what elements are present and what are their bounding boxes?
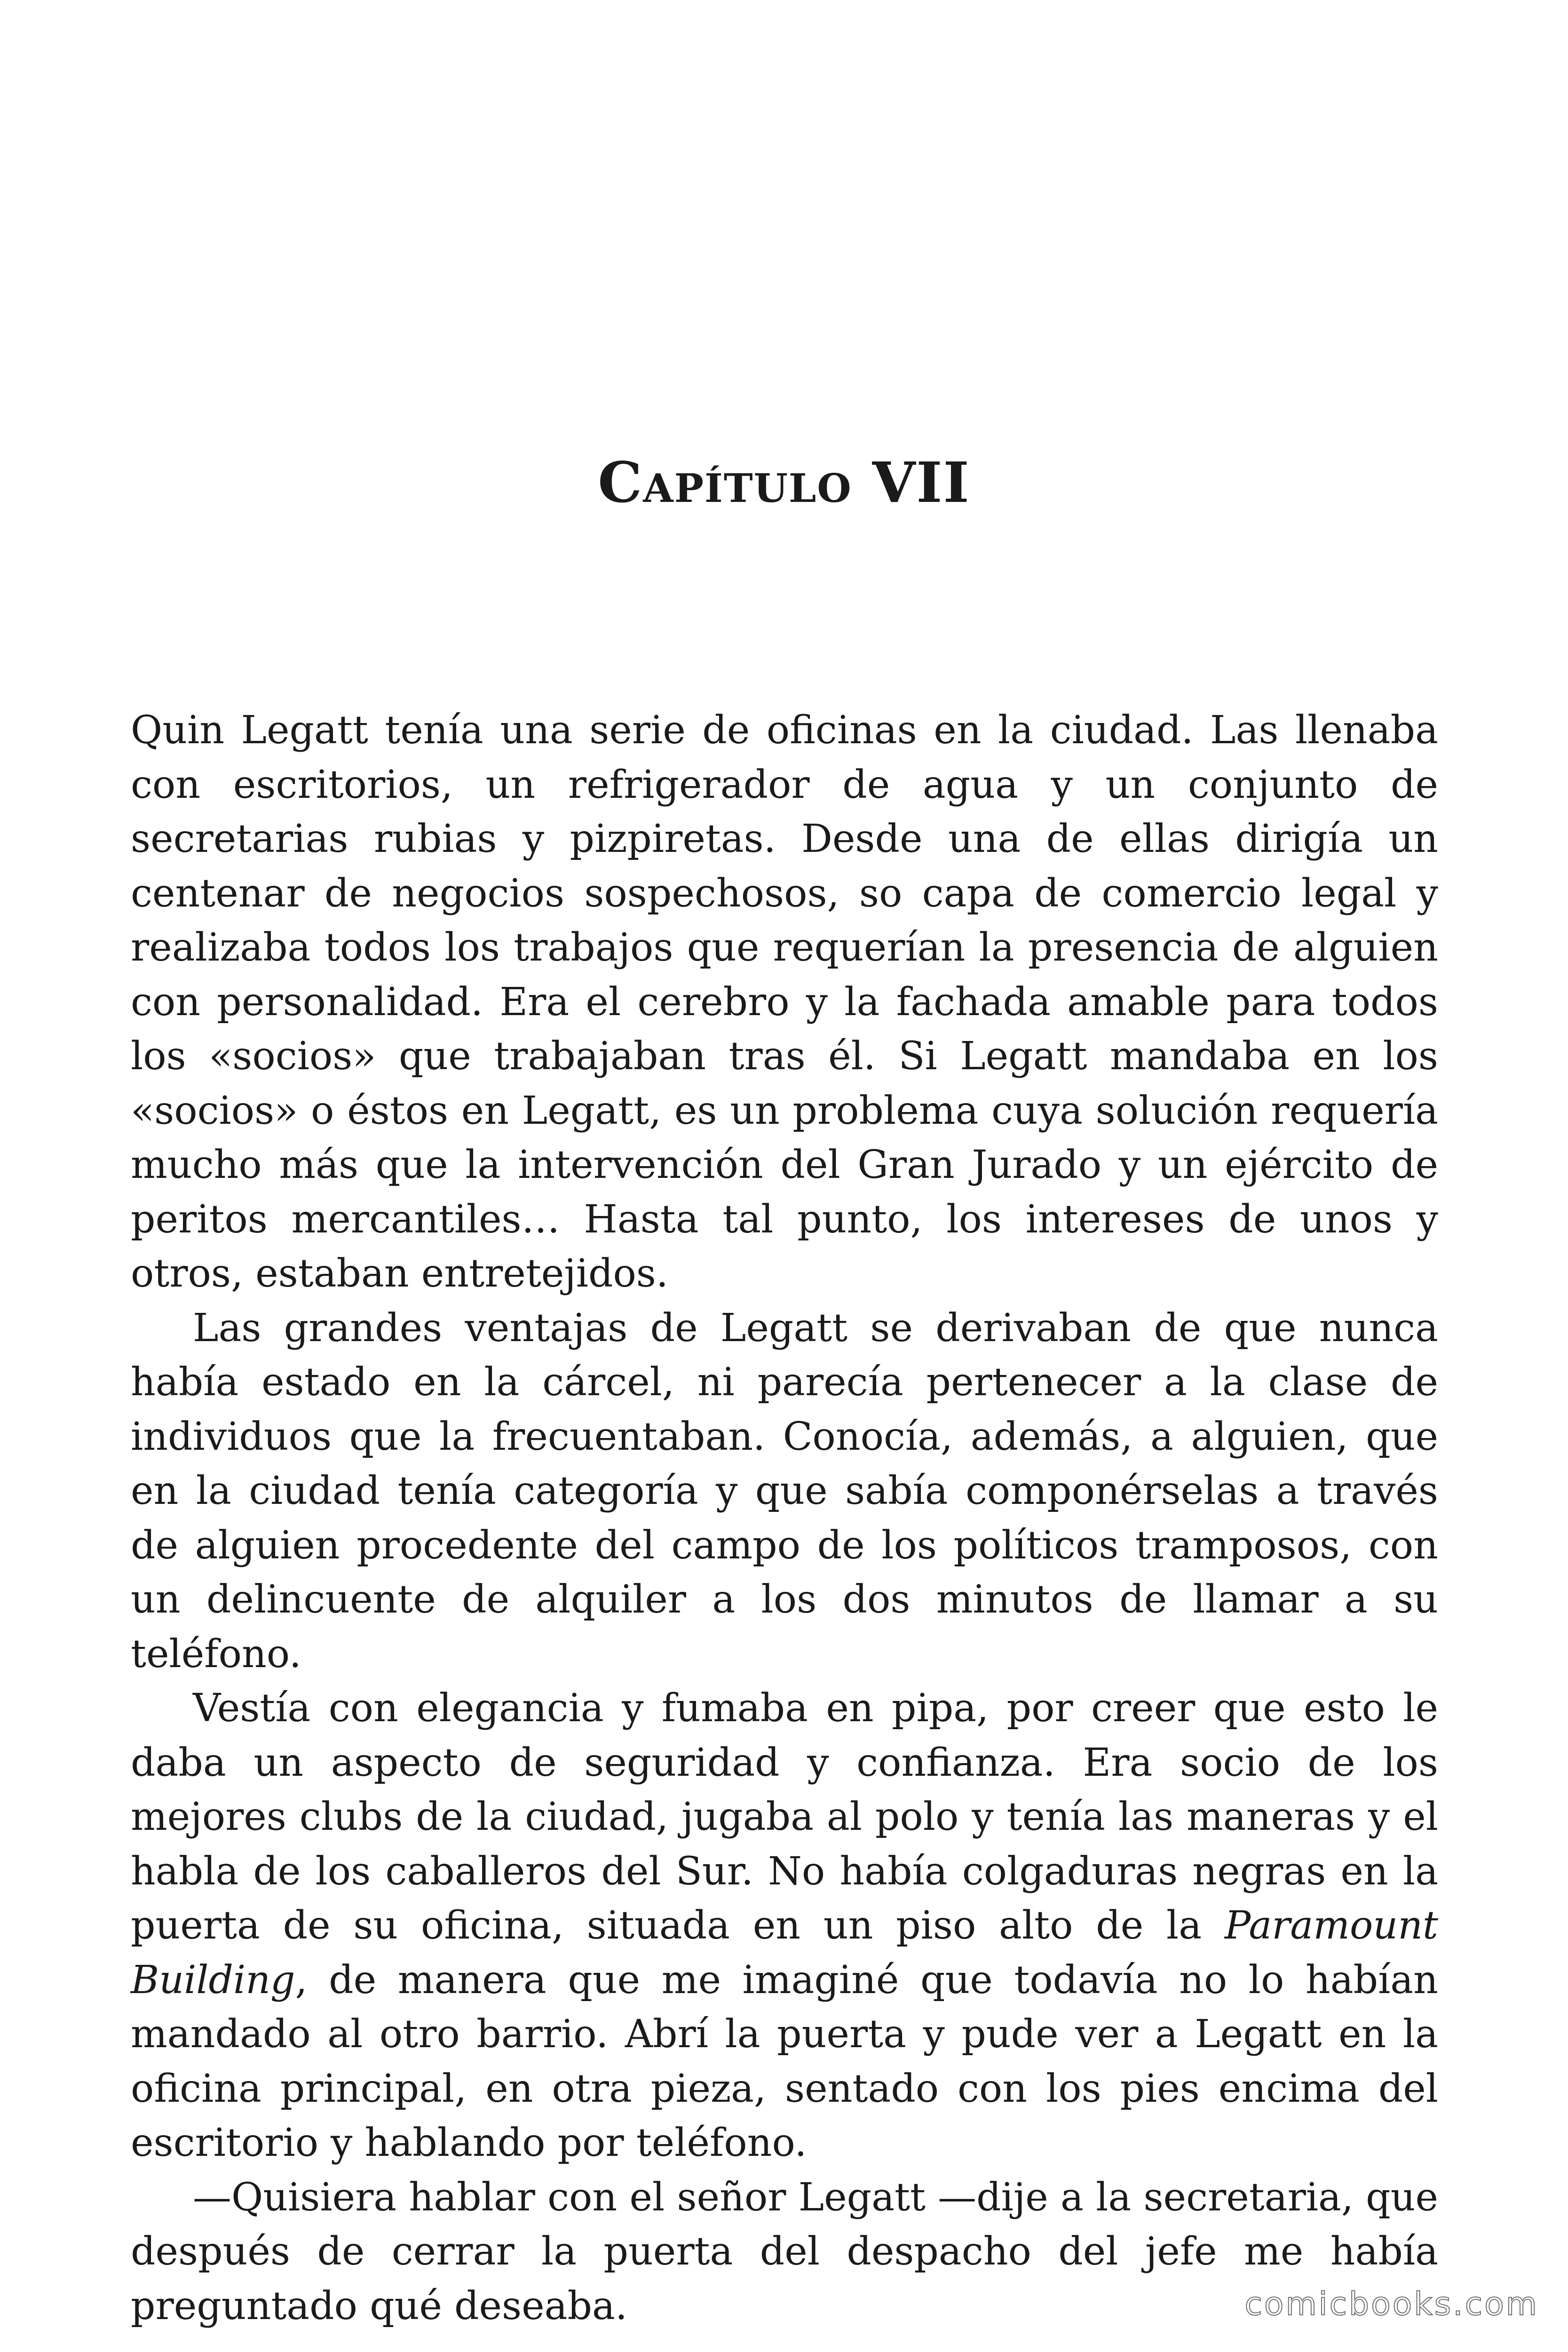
italic-building-name: Paramount Building (131, 1903, 1438, 2002)
paragraph-text: Vestía con elegancia y fumaba en pipa, por creer que esto le daba un aspecto de seguridad y confianza. Era socio de los mejores clubs de la ciudad, jugaba al polo y tenía las maneras y el habla de los caballeros del Sur. No había colgaduras negras en la puerta de su oficina, situada en un piso alto de la (131, 1686, 1438, 1948)
paragraph-text: —Quisiera hablar con el señor Legatt —dije a la secretaria, que después de cerrar la puerta del despacho del jefe me había preguntado qué deseaba. (131, 2175, 1438, 2328)
paragraph-3 (131, 1681, 1438, 2170)
body-text (131, 703, 1438, 2333)
paragraph-4 (131, 2170, 1438, 2334)
paragraph-2 (131, 1301, 1438, 1682)
chapter-title: Capítulo VII (598, 450, 970, 515)
watermark: comicbooks.com (1244, 2286, 1539, 2323)
paragraph-text: , de manera que me imaginé que todavía no lo habían mandado al otro barrio. Abrí la puerta y pude ver a Legatt en la oficina principal, en otra pieza, sentado con los pies encima del escritorio y hablando por teléfono. (131, 1957, 1438, 2165)
paragraph-text: Quin Legatt tenía una serie de oficinas en la ciudad. Las llenaba con escritorios, un refrigerador de agua y un conjunto de secretarias rubias y pizpiretas. Desde una de ellas dirigía un centenar de negocios sospechosos, so capa de comercio legal y realizaba todos los trabajos que requerían la presencia de alguien con personalidad. Era el cerebro y la fachada amable para todos los «socios» que trabajaban tras él. Si Legatt mandaba en los «socios» o éstos en Legatt, es un problema cuya solución requería mucho más que la intervención del Gran Jurado y un ejército de peritos mercantiles… Hasta tal punto, los intereses de unos y otros, estaban entretejidos. (131, 708, 1438, 1296)
paragraph-1 (131, 703, 1438, 1301)
paragraph-text: Las grandes ventajas de Legatt se derivaban de que nunca había estado en la cárcel, ni parecía pertenecer a la clase de individuos que la frecuentaban. Conocía, además, a alguien, que en la ciudad tenía categoría y que sabía componérselas a través de alguien procedente del campo de los políticos tramposos, con un delincuente de alquiler a los dos minutos de llamar a su teléfono. (131, 1305, 1438, 1677)
